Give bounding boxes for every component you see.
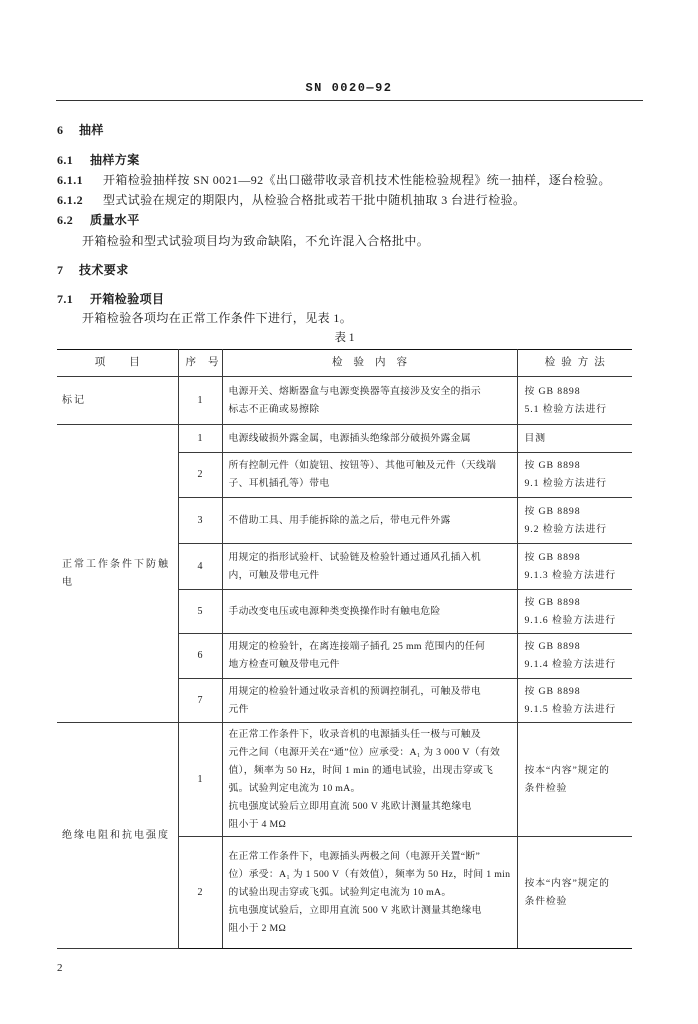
sequence-number: 1 bbox=[178, 425, 222, 453]
table-row-shock-1 bbox=[57, 425, 632, 453]
section-title: 抽样方案 bbox=[90, 153, 140, 167]
section-6-2-heading bbox=[57, 212, 640, 228]
table-row-insulation-1 bbox=[57, 723, 632, 837]
sequence-number: 2 bbox=[178, 837, 222, 949]
clause-number: 6.1.2 bbox=[57, 193, 83, 207]
method-line: 按 GB 8898 bbox=[524, 385, 581, 397]
sequence-number: 5 bbox=[178, 590, 222, 634]
method-cell bbox=[517, 377, 632, 425]
method-line: 按本“内容”规定的 bbox=[524, 877, 610, 889]
page-number: 2 bbox=[57, 962, 63, 974]
content-line: 内，可触及带电元件 bbox=[228, 569, 320, 581]
section-title: 技术要求 bbox=[79, 263, 129, 277]
table-caption: 表 1 bbox=[334, 332, 355, 344]
content-cell bbox=[222, 544, 517, 590]
item-label: 绝缘电阻和抗电强度 bbox=[57, 723, 178, 949]
method-line: 9.1.6 检验方法进行 bbox=[524, 614, 617, 626]
sequence-number: 3 bbox=[178, 498, 222, 544]
section-6-heading bbox=[57, 122, 640, 138]
content-line: 在正常工作条件下，电源插头两极之间（电源开关置“断” bbox=[228, 850, 481, 862]
column-header-content: 检验内容 bbox=[222, 350, 517, 377]
content-line: 在正常工作条件下，收录音机的电源插头任一极与可触及 bbox=[228, 728, 481, 740]
content-line: 元件之间（电源开关在“通”位）应承受：A₁ 为 3 000 V（有效 bbox=[228, 746, 501, 758]
method-line: 9.2 检验方法进行 bbox=[524, 523, 607, 535]
section-6-2-text: 开箱检验和型式试验项目均为致命缺陷，不允许混入合格批中。 bbox=[82, 234, 430, 248]
section-6-1-heading bbox=[57, 152, 640, 168]
section-title: 质量水平 bbox=[90, 213, 140, 227]
inspection-table bbox=[57, 349, 632, 949]
table-head bbox=[57, 350, 632, 377]
content-cell bbox=[222, 453, 517, 498]
column-header-item: 项目 bbox=[57, 350, 178, 377]
content-cell bbox=[222, 498, 517, 544]
method-line: 按 GB 8898 bbox=[524, 551, 581, 563]
item-label: 正常工作条件下防触电 bbox=[57, 425, 178, 723]
section-number: 7 bbox=[57, 263, 64, 277]
sequence-number: 6 bbox=[178, 634, 222, 679]
sequence-number: 7 bbox=[178, 679, 222, 723]
method-line: 按 GB 8898 bbox=[524, 685, 581, 697]
content-line: 地方检查可触及带电元件 bbox=[228, 659, 340, 670]
content-line: 阻小于 2 MΩ bbox=[228, 922, 287, 934]
section-number: 6.1 bbox=[57, 153, 74, 167]
column-header-method: 检验方法 bbox=[517, 350, 632, 377]
method-line: 按 GB 8898 bbox=[524, 596, 581, 608]
content-cell bbox=[222, 377, 517, 425]
content-line: 的试验出现击穿或飞弧。试验判定电流为 10 mA。 bbox=[228, 886, 452, 898]
content-cell bbox=[222, 837, 517, 949]
table-body bbox=[57, 377, 632, 949]
method-cell bbox=[517, 544, 632, 590]
content-line: 所有控制元件（如旋钮、按钮等）、其他可触及元件（天线端 bbox=[228, 460, 497, 471]
sequence-number: 4 bbox=[178, 544, 222, 590]
method-cell bbox=[517, 453, 632, 498]
method-cell bbox=[517, 498, 632, 544]
content-line: 标志不正确或易擦除 bbox=[228, 403, 320, 415]
section-title: 抽样 bbox=[79, 123, 104, 137]
method-cell bbox=[517, 634, 632, 679]
section-title: 开箱检验项目 bbox=[90, 292, 165, 306]
method-line: 按 GB 8898 bbox=[524, 641, 581, 652]
content-cell bbox=[222, 679, 517, 723]
section-7-heading bbox=[57, 262, 640, 278]
section-number: 7.1 bbox=[57, 292, 74, 306]
method-line: 目测 bbox=[524, 432, 546, 444]
sequence-number: 1 bbox=[178, 377, 222, 425]
method-line: 条件检验 bbox=[524, 895, 568, 907]
method-line: 9.1.5 检验方法进行 bbox=[524, 703, 617, 715]
method-line: 按 GB 8898 bbox=[524, 505, 581, 517]
table-row-marking bbox=[57, 377, 632, 425]
content-line: 抗电强度试验后，立即用直流 500 V 兆欧计测量其绝缘电 bbox=[228, 904, 482, 916]
section-7-1-text: 开箱检验各项均在正常工作条件下进行，见表 1。 bbox=[82, 311, 353, 325]
content-line: 弧。试验判定电流为 10 mA。 bbox=[228, 782, 361, 794]
content-line: 电源线破损外露金属，电源插头绝缘部分破损外露金属 bbox=[228, 432, 471, 444]
method-line: 按本“内容”规定的 bbox=[524, 764, 610, 776]
method-cell bbox=[517, 590, 632, 634]
content-cell bbox=[222, 425, 517, 453]
clause-6-1-2 bbox=[57, 192, 640, 208]
content-line: 子、耳机插孔等）带电 bbox=[228, 478, 330, 489]
column-header-seq: 序号 bbox=[178, 350, 222, 377]
method-line: 5.1 检验方法进行 bbox=[524, 403, 607, 415]
content-cell bbox=[222, 634, 517, 679]
method-line: 9.1.4 检验方法进行 bbox=[524, 659, 617, 670]
content-line: 阻小于 4 MΩ bbox=[228, 818, 287, 830]
sequence-number: 1 bbox=[178, 723, 222, 837]
table-header-row bbox=[57, 350, 632, 377]
clause-text: 型式试验在规定的期限内，从检验合格批或若干批中随机抽取 3 台进行检验。 bbox=[103, 193, 526, 207]
content-line: 用规定的检验针，在离连接端子插孔 25 mm 范围内的任何 bbox=[228, 641, 486, 652]
item-label: 标记 bbox=[57, 377, 178, 425]
content-cell bbox=[222, 723, 517, 837]
method-cell bbox=[517, 723, 632, 837]
clause-number: 6.1.1 bbox=[57, 173, 83, 187]
header-rule bbox=[56, 100, 643, 101]
section-number: 6 bbox=[57, 123, 64, 137]
content-line: 抗电强度试验后立即用直流 500 V 兆欧计测量其绝缘电 bbox=[228, 800, 472, 812]
method-line: 9.1.3 检验方法进行 bbox=[524, 569, 617, 581]
document-code: SN 0020—92 bbox=[305, 81, 393, 95]
content-line: 用规定的检验针通过收录音机的预调控制孔，可触及带电 bbox=[228, 685, 481, 697]
method-cell bbox=[517, 679, 632, 723]
content-cell bbox=[222, 590, 517, 634]
method-cell bbox=[517, 837, 632, 949]
clause-text: 开箱检验抽样按 SN 0021—92《出口磁带收录音机技术性能检验规程》统一抽样，逐台检验。 bbox=[103, 173, 611, 187]
section-number: 6.2 bbox=[57, 213, 74, 227]
clause-6-1-1 bbox=[57, 172, 640, 188]
content-line: 手动改变电压或电源种类变换操作时有触电危险 bbox=[228, 605, 441, 617]
method-line: 条件检验 bbox=[524, 782, 568, 794]
content-line: 元件 bbox=[228, 703, 249, 715]
section-7-1-heading bbox=[57, 291, 640, 307]
sequence-number: 2 bbox=[178, 453, 222, 498]
content-line: 位）承受：A₁ 为 1 500 V（有效值），频率为 50 Hz，时间 1 min bbox=[228, 868, 511, 880]
content-line: 不借助工具、用手能拆除的盖之后，带电元件外露 bbox=[228, 514, 451, 526]
content-line: 值），频率为 50 Hz，时间 1 min 的通电试验，出现击穿或飞 bbox=[228, 764, 494, 776]
method-line: 按 GB 8898 bbox=[524, 460, 581, 471]
content-line: 用规定的指形试验杆、试验链及检验针通过通风孔插入机 bbox=[228, 551, 481, 563]
content-line: 电源开关、熔断器盒与电源变换器等直接涉及安全的指示 bbox=[228, 385, 481, 397]
method-line: 9.1 检验方法进行 bbox=[524, 478, 607, 489]
method-cell bbox=[517, 425, 632, 453]
